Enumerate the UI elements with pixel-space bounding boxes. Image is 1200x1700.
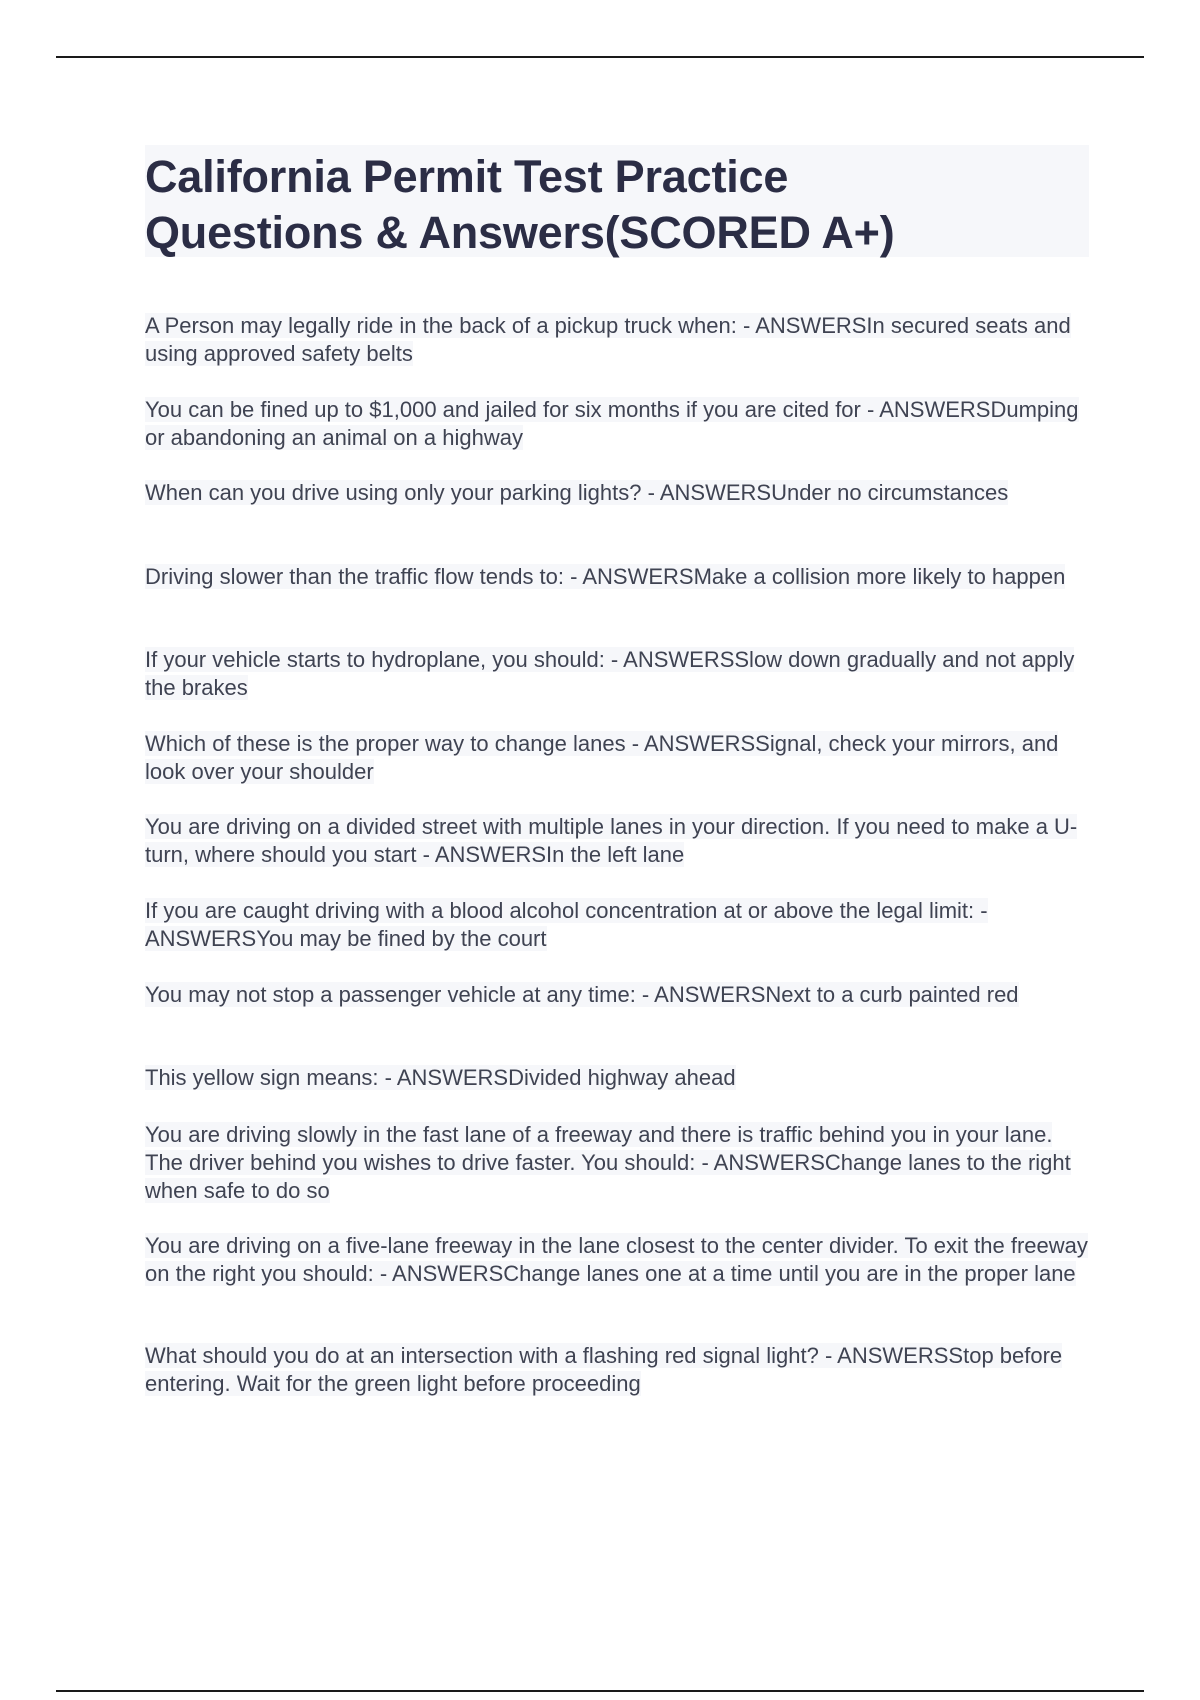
qa-item: You are driving slowly in the fast lane of a freeway and there is traffic behind you in your lane. The driver behind you wishes to drive faster. You should: - ANSWERSChange lanes to the right when safe to do so (145, 1122, 1071, 1203)
qa-item: Driving slower than the traffic flow tends to: - ANSWERSMake a collision more likely to happen (145, 564, 1066, 589)
qa-item: What should you do at an intersection with a flashing red signal light? - ANSWERSStop before entering. Wait for the green light before proceeding (145, 1343, 1063, 1396)
qa-item: When can you drive using only your parking lights? - ANSWERSUnder no circumstances (145, 480, 1009, 505)
title-line-1: California Permit Test Practice (145, 151, 789, 202)
title-line-2: Questions & Answers(SCORED A+) (145, 207, 895, 258)
qa-item: Which of these is the proper way to change lanes - ANSWERSSignal, check your mirrors, and look over your shoulder (145, 731, 1059, 784)
qa-item: If you are caught driving with a blood alcohol concentration at or above the legal limit: - ANSWERSYou may be fined by the court (145, 898, 988, 951)
header-rule (56, 56, 1144, 58)
qa-item: This yellow sign means: - ANSWERSDivided highway ahead (145, 1065, 736, 1090)
title-block (145, 145, 1089, 257)
qa-item: You are driving on a divided street with multiple lanes in your direction. If you need to make a U-turn, where should you start - ANSWERSIn the left lane (145, 814, 1078, 867)
document-title (145, 149, 1089, 261)
qa-item: If your vehicle starts to hydroplane, you should: - ANSWERSSlow down gradually and not apply the brakes (145, 647, 1075, 700)
qa-item: A Person may legally ride in the back of a pickup truck when: - ANSWERSIn secured seats and using approved safety belts (145, 313, 1071, 366)
qa-item: You are driving on a five-lane freeway in the lane closest to the center divider. To exit the freeway on the right you should: - ANSWERSChange lanes one at a time until you are in the proper lane (145, 1233, 1088, 1286)
footer-rule (56, 1690, 1144, 1692)
qa-item: You may not stop a passenger vehicle at any time: - ANSWERSNext to a curb painted red (145, 982, 1019, 1007)
qa-item: You can be fined up to $1,000 and jailed for six months if you are cited for - ANSWERSDumping or abandoning an animal on a highway (145, 397, 1079, 450)
